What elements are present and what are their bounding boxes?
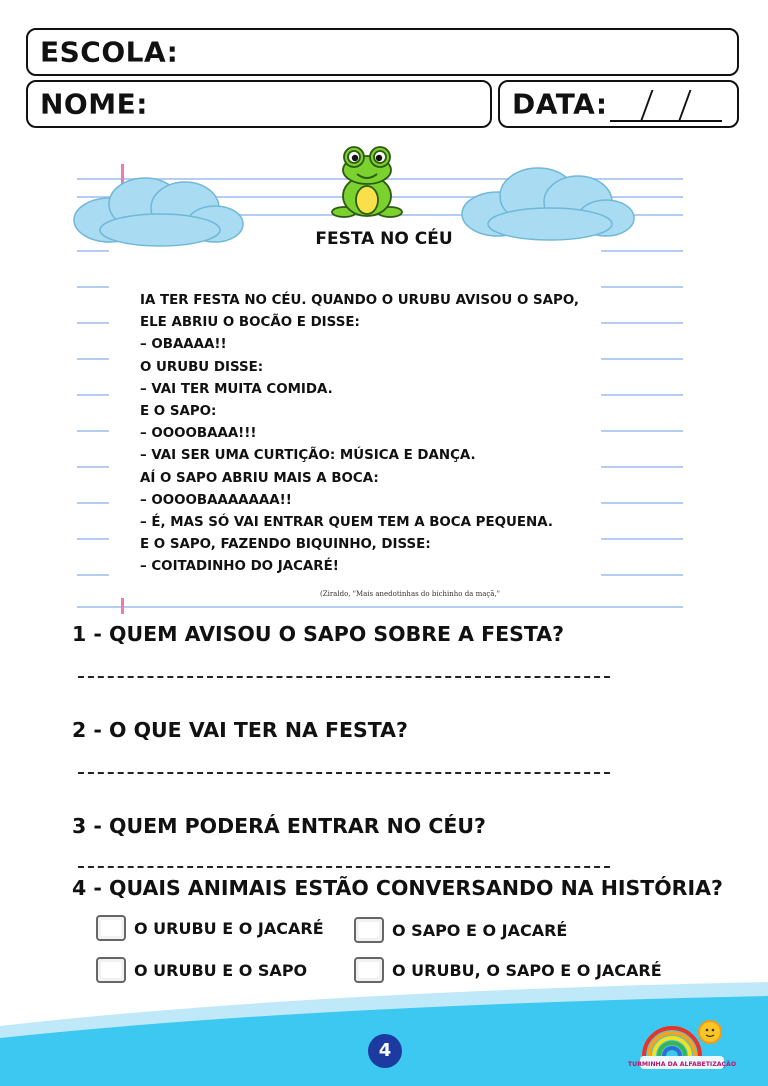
question-3: 3 - QUEM PODERÁ ENTRAR NO CÉU?: [72, 814, 486, 838]
notebook-line: [601, 394, 683, 396]
notebook-line: [601, 502, 683, 504]
question-2: 2 - O QUE VAI TER NA FESTA?: [72, 718, 408, 742]
notebook-line: [601, 538, 683, 540]
notebook-line: [77, 286, 109, 288]
notebook-line: [601, 358, 683, 360]
notebook-line: [601, 322, 683, 324]
option-urubu-sapo[interactable]: [96, 957, 307, 983]
notebook-line: [601, 574, 683, 576]
question-1: 1 - QUEM AVISOU O SAPO SOBRE A FESTA?: [72, 622, 565, 646]
notebook-line: [601, 466, 683, 468]
story-line: ELE ABRIU O BOCÃO E DISSE:: [140, 315, 360, 331]
notebook-line: [77, 394, 109, 396]
notebook-line: [77, 430, 109, 432]
citation: (Ziraldo, "Mais anedotinhas do bichinho da maçã,": [320, 590, 500, 598]
escola-label: ESCOLA:: [40, 35, 179, 69]
frog-icon: [330, 144, 404, 218]
notebook-line: [601, 430, 683, 432]
logo-text: TURMINHA DA ALFABETIZAÇÃO: [627, 1061, 737, 1068]
notebook-line: [77, 250, 109, 252]
notebook-line: [77, 502, 109, 504]
nome-field[interactable]: [26, 80, 492, 128]
question-4: 4 - QUAIS ANIMAIS ESTÃO CONVERSANDO NA HISTÓRIA?: [72, 876, 723, 900]
notebook-line: [601, 250, 683, 252]
story-line: – É, MAS SÓ VAI ENTRAR QUEM TEM A BOCA PEQUENA.: [140, 515, 553, 531]
date-slash: [641, 90, 654, 120]
answer-line-3[interactable]: [78, 866, 610, 868]
date-slots[interactable]: [610, 90, 722, 122]
notebook-line: [77, 574, 109, 576]
option-label: O URUBU E O SAPO: [134, 960, 308, 980]
story-line: E O SAPO, FAZENDO BIQUINHO, DISSE:: [140, 537, 431, 553]
story-line: – OOOOBAAAAAAA!!: [140, 492, 292, 508]
story-line: – VAI SER UMA CURTIÇÃO: MÚSICA E DANÇA.: [140, 448, 476, 464]
checkbox[interactable]: [96, 915, 126, 941]
checkbox[interactable]: [96, 957, 126, 983]
data-label: DATA:: [512, 87, 608, 121]
notebook-line: [77, 358, 109, 360]
data-field[interactable]: [498, 80, 739, 128]
rainbow-sun-logo: [627, 1016, 737, 1070]
story-line: AÍ O SAPO ABRIU MAIS A BOCA:: [140, 470, 379, 486]
story-text: [140, 290, 600, 579]
story-line: O URUBU DISSE:: [140, 359, 264, 375]
story-line: E O SAPO:: [140, 404, 217, 420]
story-line: – COITADINHO DO JACARÉ!: [140, 559, 339, 575]
option-sapo-jacare[interactable]: [354, 917, 567, 943]
notebook-line: [601, 286, 683, 288]
notebook-line: [77, 606, 683, 608]
escola-field[interactable]: [26, 28, 739, 76]
option-label: O SAPO E O JACARÉ: [392, 920, 568, 940]
story-line: – OOOOBAAA!!!: [140, 426, 257, 442]
option-urubu-jacare[interactable]: [96, 915, 324, 941]
answer-line-1[interactable]: [78, 676, 610, 678]
page-number: 4: [368, 1034, 402, 1068]
notebook-line: [77, 538, 109, 540]
nome-label: NOME:: [40, 87, 148, 121]
option-label: O URUBU, O SAPO E O JACARÉ: [392, 960, 662, 980]
answer-line-2[interactable]: [78, 772, 610, 774]
notebook-line: [77, 322, 109, 324]
story-line: – OBAAAA!!: [140, 337, 227, 353]
notebook-line: [77, 466, 109, 468]
story-line: IA TER FESTA NO CÉU. QUANDO O URUBU AVISOU O SAPO,: [140, 293, 579, 308]
checkbox[interactable]: [354, 957, 384, 983]
story-title: FESTA NO CÉU: [315, 229, 453, 249]
date-slash: [679, 90, 692, 120]
margin-mark: [121, 598, 124, 614]
option-urubu-sapo-jacare[interactable]: [354, 957, 662, 983]
story-line: – VAI TER MUITA COMIDA.: [140, 381, 333, 397]
checkbox[interactable]: [354, 917, 384, 943]
option-label: O URUBU E O JACARÉ: [134, 918, 324, 938]
